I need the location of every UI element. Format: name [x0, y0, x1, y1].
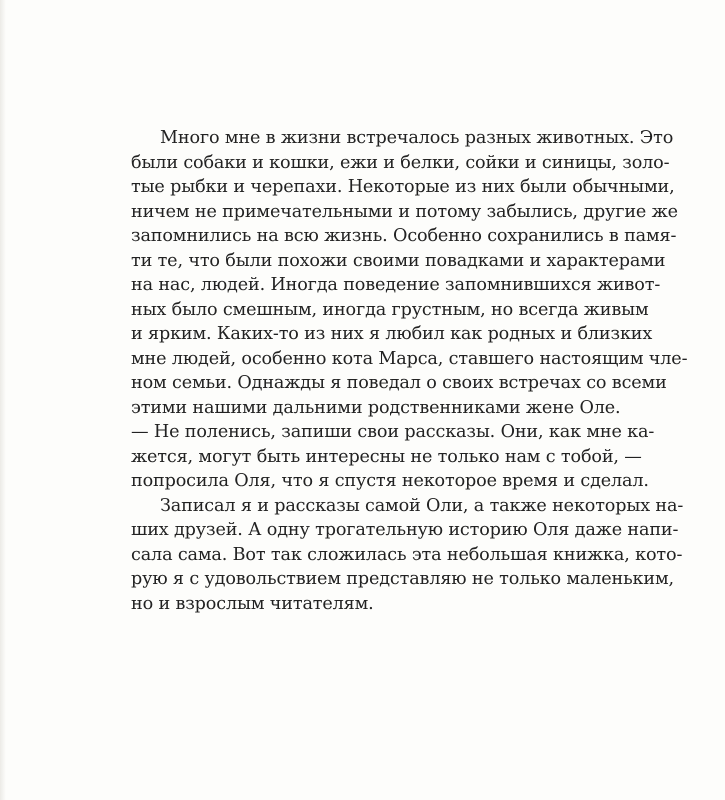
text-line: ти те, что были похожи своими повадками и характерами: [131, 250, 666, 271]
preface-text: [131, 126, 696, 616]
text-line: ших друзей. А одну трогательную историю Оля даже напи-: [131, 520, 679, 540]
text-line: рую я с удовольствием представляю не только маленьким,: [131, 569, 674, 589]
text-line: жется, могут быть интересны не только нам с тобой, —: [131, 446, 642, 467]
text-line: ных было смешным, иногда грустным, но всегда живым: [131, 299, 649, 320]
scan-edge-shadow: [0, 0, 6, 800]
text-line: ном семьи. Однажды я поведал о своих встречах со всеми: [131, 373, 667, 393]
text-line: сала сама. Вот так сложилась эта небольшая книжка, кото-: [131, 544, 683, 565]
text-line: Много мне в жизни встречалось разных животных. Это: [160, 128, 674, 148]
text-line: были собаки и кошки, ежи и белки, сойки и синицы, золо-: [131, 152, 670, 173]
text-line: на нас, людей. Иногда поведение запомнившихся живот-: [131, 275, 661, 295]
paragraph-2-dialogue: [131, 420, 696, 494]
text-line: этими нашими дальними родственниками жене Оле.: [131, 397, 621, 418]
text-line: и ярким. Каких-то из них я любил как родных и близких: [131, 324, 653, 344]
text-line: запомнились на всю жизнь. Особенно сохранились в памя-: [131, 226, 677, 246]
text-line: ничем не примечательными и потому забылись, другие же: [131, 201, 678, 222]
text-line: но и взрослым читателям.: [131, 593, 374, 614]
text-line: мне людей, особенно кота Марса, ставшего настоящим чле-: [131, 348, 688, 369]
text-line: тые рыбки и черепахи. Некоторые из них были обычными,: [131, 177, 675, 197]
text-line: — Не поленись, запиши свои рассказы. Они, как мне ка-: [131, 422, 655, 442]
text-line: Записал я и рассказы самой Оли, а также некоторых на-: [160, 495, 684, 516]
text-line: попросила Оля, что я спустя некоторое время и сделал.: [131, 471, 649, 491]
paragraph-3: [131, 494, 696, 617]
paragraph-1: [131, 126, 696, 420]
